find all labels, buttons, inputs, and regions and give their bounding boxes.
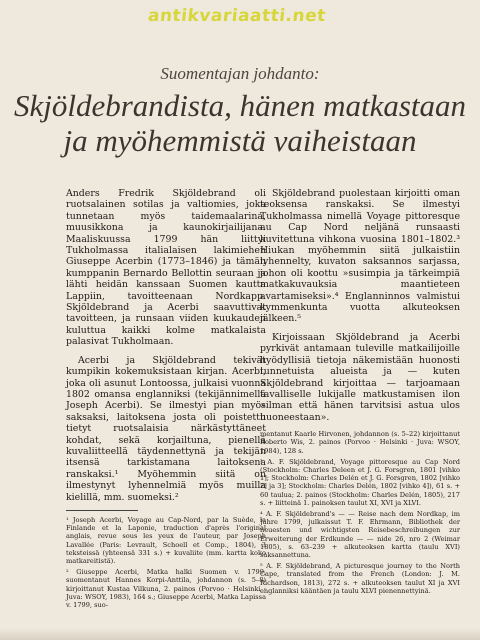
footnote: mentanut Kaarle Hirvonen, johdannon (s. 5–22) kirjoittanut Roberto Wis, 2. painos (Porvoo · Helsinki · Juva: WSOY, 1984), 128 s.	[260, 430, 460, 455]
footnotes-right	[260, 430, 460, 595]
page-edge-shadow	[0, 628, 480, 640]
chapter-kicker: Suomentajan johdanto:	[160, 64, 320, 83]
footnote: ³ A. F. Skjöldebrand, Voyage pittoresque au Cap Nord (Stockholm: Charles Deleen et J. G. Forsgren, 1801 [vihko 1]; Stockholm: Charles Delén et J. G. Forsgren, 1802 [vihko 2] ja 3]; Stockholm: Charles Delén, 1802 [vihko 4]), 61 s. + 60 taulua; 2. painos (Stockholm: Charles Delén, 1805), 217 s. + liitteinä 1. painoksen taulut XI, XVI ja XLVI.	[260, 457, 460, 507]
footnote: ² Giuseppe Acerbi, Matka halki Suomen v. 1799, suomentanut Hannes Korpi-Anttila, johdannon (s. 5–8) kirjoittanut Kustaa Vilkuna, 2. painos (Porvoo · Helsinki · Juva: WSOY, 1983), 164 s.; Giuseppe Acerbi, Matka Lapissa v. 1799, suo-	[66, 568, 266, 609]
left-column	[66, 188, 266, 612]
title-line-2: ja myöhemmistä vaiheistaan	[63, 123, 417, 158]
paragraph: Acerbi ja Skjöldebrand tekivät kumpikin kokemuksistaan kirjan. Acerbi, joka oli asunut Lontoossa, julkaisi vuonna 1802 omansa englanniksi (tekijännimellä Joseph Acerbi). Se ilmestyi pian myös saksaksi, laitoksena josta oli poistettu tietyt ruotsalaisia närkästyttäneet kohdat, sekä korjailtuna, pienellä kuvaliitteellä täydennettynä ja tekijän itsensä tarkistamana laitoksena ranskaksi.¹ Myöhemmin siitä on ilmestynyt lyhennelmiä myös muilla kielillä, mm. suomeksi.²	[66, 354, 266, 503]
chapter-title	[0, 88, 480, 158]
right-column	[260, 188, 460, 598]
footnote: ¹ Joseph Acerbi, Voyage au Cap-Nord, par la Suède, la Finlande et la Laponie, traduction d'après l'original anglais, revue sous les yeux de l'auteur, par Joseph Lavallée (Paris: Levrault, Schoell et Comp., 1804), 3 teksteissä (yhteensä 331 s.) + kuvaliite (mm. kartta koko matkareitistä).	[66, 515, 266, 565]
footnote-rule	[66, 510, 138, 511]
footnote: ⁴ A. F. Skjöldebrand's — — Reise nach dem Nordkap, im Jahre 1799, julkaissut T. F. Ehrmann, Bibliothek der neuesten und wichtigsten Reisebeschreibungen zur Erweiterung der Erdkunde — — nide 26, nro 2 (Weimar 1805), s. 63–239 + alkuteoksen kartta (taulu XVI) saksannettuna.	[260, 509, 460, 559]
paragraph: Skjöldebrand puolestaan kirjoitti oman teoksensa ranskaksi. Se ilmestyi Tukholmassa nimellä Voyage pittoresque au Cap Nord neljänä runsaasti kuvitettuna vihkona vuosina 1801–1802.³ Hiukan myöhemmin siitä julkaistiin lyhennelty, kuvaton saksannos sarjassa, johon oli koottu »susimpia ja tärkeimpiä matkakuvauksia maantieteen avartamiseksi».⁴ Englanninnos valmistui kymmenkunta vuotta alkuteoksen jälkeen.⁵	[260, 188, 460, 325]
paragraph: Anders Fredrik Skjöldebrand oli ruotsalainen sotilas ja valtiomies, joka tunnetaan myös taidemaalarina, muusikkona ja kaunokirjailijana. Maaliskuussa 1799 hän liittyi Tukholmassa italialaisen lakimiehen Giuseppe Acerbin (1773–1846) ja tämän kumppanin Bernardo Bellottin seuraan ja lähti heidän kanssaan Suomen kautta Lappiin, tavoitteenaan Nordkapp. Skjöldebrand ja Acerbi saavuttivat tavoitteen, ja runsaan viiden kuukauden kuluttua kaikki kolme matkalaista palasivat Tukholmaan.	[66, 188, 266, 348]
watermark: antikvariaatti.net	[146, 6, 327, 26]
title-line-1: Skjöldebrandista, hänen matkastaan	[13, 88, 467, 123]
footnotes-left	[66, 516, 266, 609]
paragraph: Kirjoissaan Skjöldebrand ja Acerbi pyrkivät antamaan tuleville matkailijoille hyödyllisiä tietoja näkemistään huonosti tunnetuista alueista ja — kuten Skjöldebrand kirjoittaa — tarjoamaan tavalliselle lukijalle matkustamisen ilon »ilman että hänen tarvitsisi astua ulos huoneestaan».	[260, 331, 460, 423]
footnote: ⁵ A. F. Skjöldebrand, A picturesque journey to the North Cape, translated from the French (London: J. M. Richardson, 1813), 272 s. + alkuteoksen taulut XI ja XVI englanniksi kääntäen ja taulu XLVI pienennettyinä.	[260, 562, 460, 595]
